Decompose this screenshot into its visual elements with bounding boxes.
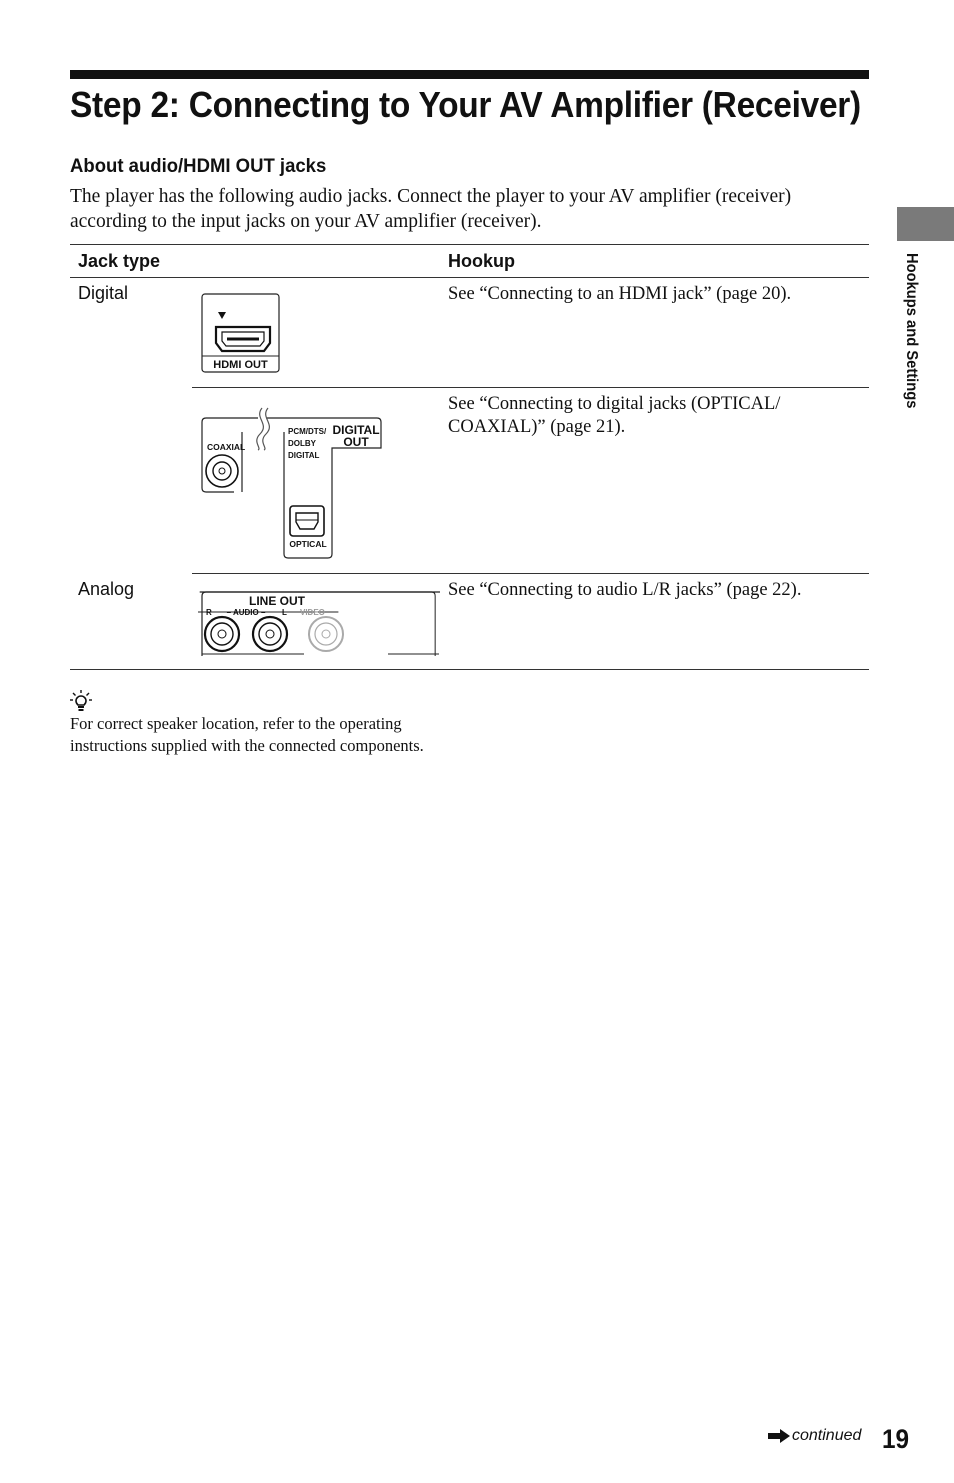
- hint-text: For correct speaker location, refer to the operating instructions supplied with the connected components.: [70, 714, 424, 755]
- digital-out-jacks-illustration: [192, 388, 440, 573]
- jack-type-cell: [70, 278, 192, 574]
- table-row: [70, 278, 869, 388]
- coaxial-label: COAXIAL: [207, 442, 246, 452]
- side-tab-marker: [897, 207, 954, 241]
- audio-r-label: R: [206, 608, 212, 617]
- digital-out-label-line2: OUT: [343, 435, 369, 449]
- audio-label: – AUDIO –: [226, 608, 266, 617]
- video-label: VIDEO: [300, 608, 325, 617]
- intro-paragraph: The player has the following audio jacks. Connect the player to your AV amplifier (receiver) according to the input jacks on your AV amplifier (receiver).: [70, 186, 792, 232]
- hookup-cell: [440, 388, 869, 574]
- audio-l-label: L: [282, 608, 287, 617]
- jack-image-cell: [192, 388, 440, 574]
- digital-out-label-line1: DIGITAL: [332, 423, 380, 437]
- hookup-cell: [440, 278, 869, 388]
- section-heading: About audio/HDMI OUT jacks: [70, 155, 327, 177]
- jack-type-label: Digital: [78, 283, 129, 303]
- pcm-dts-label: PCM/DTS/: [288, 427, 327, 436]
- hookup-cell: [440, 574, 869, 670]
- line-out-label: LINE OUT: [249, 594, 305, 608]
- header-hookup: Hookup: [440, 245, 869, 278]
- jack-table: [70, 244, 869, 670]
- hookup-text: See “Connecting to digital jacks (OPTICAL/ COAXIAL)” (page 21).: [448, 394, 781, 437]
- page-title: Step 2: Connecting to Your AV Amplifier (Receiver): [70, 84, 861, 125]
- dolby-label: DOLBY: [288, 439, 316, 448]
- lightbulb-icon: [70, 690, 92, 712]
- jack-image-cell: [192, 278, 440, 388]
- header-jack-type: Jack type: [70, 245, 440, 278]
- hdmi-out-label: HDMI OUT: [213, 359, 268, 371]
- hdmi-jack-illustration: [192, 278, 440, 387]
- jack-type-label: Analog: [78, 578, 135, 599]
- hookup-text: See “Connecting to an HDMI jack” (page 20).: [448, 284, 792, 304]
- continued-indicator: [768, 1427, 861, 1445]
- optical-label: OPTICAL: [289, 539, 327, 549]
- hookup-text: See “Connecting to audio L/R jacks” (page 22).: [448, 580, 802, 600]
- table-row: [70, 574, 869, 670]
- jack-image-cell: [192, 574, 440, 670]
- jack-type-cell: [70, 574, 192, 670]
- table-header-row: [70, 245, 869, 278]
- title-rule: [70, 70, 869, 79]
- side-tab-label: Hookups and Settings: [903, 253, 920, 409]
- digital-label: DIGITAL: [288, 451, 320, 460]
- page-number: 19: [882, 1424, 910, 1454]
- continued-label: continued: [792, 1427, 862, 1444]
- line-out-jacks-illustration: [192, 574, 440, 669]
- arrow-right-icon: [768, 1429, 790, 1443]
